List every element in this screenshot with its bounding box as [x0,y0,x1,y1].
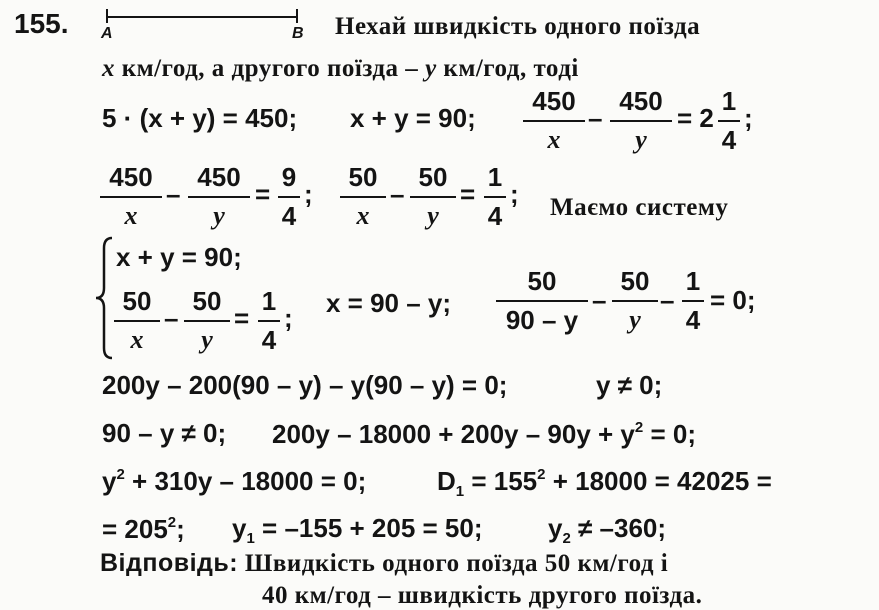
quadratic-equation [102,467,366,494]
segment-label-a: A [101,25,113,42]
system-intro-text: Маємо систему [550,194,729,221]
root-y1-rest: = –155 + 205 = 50; [254,513,483,543]
discriminant-end: + 18000 = 42025 = [545,466,772,496]
answer-text-1: Швидкість одного поїзда 50 км/год і [244,550,669,577]
mixed-fraction-1-4 [718,88,740,153]
equals-sign: = [460,179,476,209]
numerator: 50 [192,286,222,316]
numerator: 450 [619,86,663,116]
denominator: y [427,201,439,230]
exponent: 2 [634,419,644,436]
denominator: y [201,325,213,354]
var-y: y [232,513,247,543]
denominator: 4 [721,125,737,155]
eq-sum-450: 5 · (x + y) = 450; [102,103,298,133]
system-row-1: x + y = 90; [116,242,242,272]
root-y2-rest: ≠ –360; [570,513,667,543]
quadratic-rest: + 310y – 18000 = 0; [124,466,367,496]
equals-zero: = 0; [710,285,756,315]
denominator: x [547,125,561,154]
numerator: 1 [261,286,277,316]
numerator: 50 [122,286,152,316]
root-y2 [548,515,666,546]
numerator: 450 [109,162,153,192]
minus-sign: – [660,285,675,315]
subscript: 1 [455,483,465,500]
subscript: 2 [562,530,571,547]
denominator: y [635,125,647,154]
segment-tick-right [296,9,298,23]
fraction-1-4 [484,164,506,229]
minus-sign: – [592,285,607,315]
equals-sign: = [255,179,271,209]
answer-line-2: 40 км/год – швидкість другого поїзда. [262,582,703,609]
intro-line-1: Нехай швидкість одного поїзда [335,13,701,40]
fraction-50-y-3 [612,268,658,333]
problem-number: 155. [14,8,69,39]
exponent: 2 [167,514,177,531]
system-fraction-1-4 [258,288,280,353]
denominator: 90 – y [505,305,579,335]
equation-line-6: 200y – 200(90 – y) – y(90 – y) = 0; [102,370,508,400]
denominator: y [213,201,225,230]
numerator: 50 [348,162,378,192]
fraction-450-y [610,88,672,153]
segment-tick-left [106,9,108,23]
fraction-9-4 [278,164,300,229]
var-y: y [548,513,563,543]
answer-line-1 [100,551,668,576]
minus-sign: – [390,179,405,209]
semicolon: ; [284,303,293,333]
fraction-450-x [523,88,585,153]
semicolon: ; [510,179,519,209]
system-fraction-50-x [114,288,160,353]
condition-y-nonzero: y ≠ 0; [596,370,663,400]
numerator: 50 [418,162,448,192]
fraction-1-4-3 [682,268,704,333]
answer-label: Відповідь: [100,549,239,577]
numerator: 1 [487,162,503,192]
numerator: 50 [620,266,650,296]
system-fraction-50-y [184,288,230,353]
var-y: y [102,466,117,496]
fraction-50-y [410,164,456,229]
root-205-squared [102,515,185,542]
fraction-450-y-2 [188,164,250,229]
eq-x-expr: x = 90 – y; [326,288,452,318]
numerator: 50 [527,266,557,296]
system-brace [92,236,116,360]
minus-sign: – [164,303,179,333]
semicolon: ; [176,514,185,544]
var-y: y [425,55,437,82]
fraction-50-90-y [496,268,588,333]
numerator: 9 [281,162,297,192]
denominator: x [130,325,144,354]
equals-two: = 2 [677,103,714,133]
eq-sum-90: x + y = 90; [350,103,476,133]
denominator: 4 [685,305,701,335]
semicolon: ; [744,103,753,133]
numerator: 1 [685,266,701,296]
semicolon: ; [304,179,313,209]
denominator: 4 [487,201,503,231]
exponent: 2 [537,466,546,483]
numerator: 450 [197,162,241,192]
equals-sign: = [234,303,250,333]
fraction-450-x-2 [100,164,162,229]
exponent: 2 [116,466,125,483]
equation-line-7 [272,420,696,447]
subscript: 1 [246,530,255,547]
denominator: x [356,201,370,230]
discriminant-symbol: D [437,466,456,496]
discriminant-mid: = 155 [464,466,538,496]
root-value: = 205 [102,514,168,544]
denominator: y [629,305,641,334]
numerator: 450 [532,86,576,116]
equation-line-7-body: 200y – 18000 + 200y – 90y + y [272,419,635,449]
intro-line-2-end: км/год, тоді [436,55,579,82]
minus-sign: – [588,103,603,133]
equation-line-7-end: = 0; [643,419,696,449]
segment-label-b: B [292,25,304,42]
intro-line-2-text: км/год, а другого поїзда – [115,55,426,82]
discriminant [437,467,772,499]
condition-90-y: 90 – y ≠ 0; [102,418,227,448]
denominator: 4 [281,201,297,231]
segment-line [106,16,298,18]
denominator: 4 [261,325,277,355]
fraction-50-x [340,164,386,229]
var-x: x [102,55,115,82]
numerator: 1 [721,86,737,116]
root-y1 [232,515,483,546]
minus-sign: – [166,179,181,209]
intro-line-2 [102,56,579,81]
denominator: x [124,201,138,230]
